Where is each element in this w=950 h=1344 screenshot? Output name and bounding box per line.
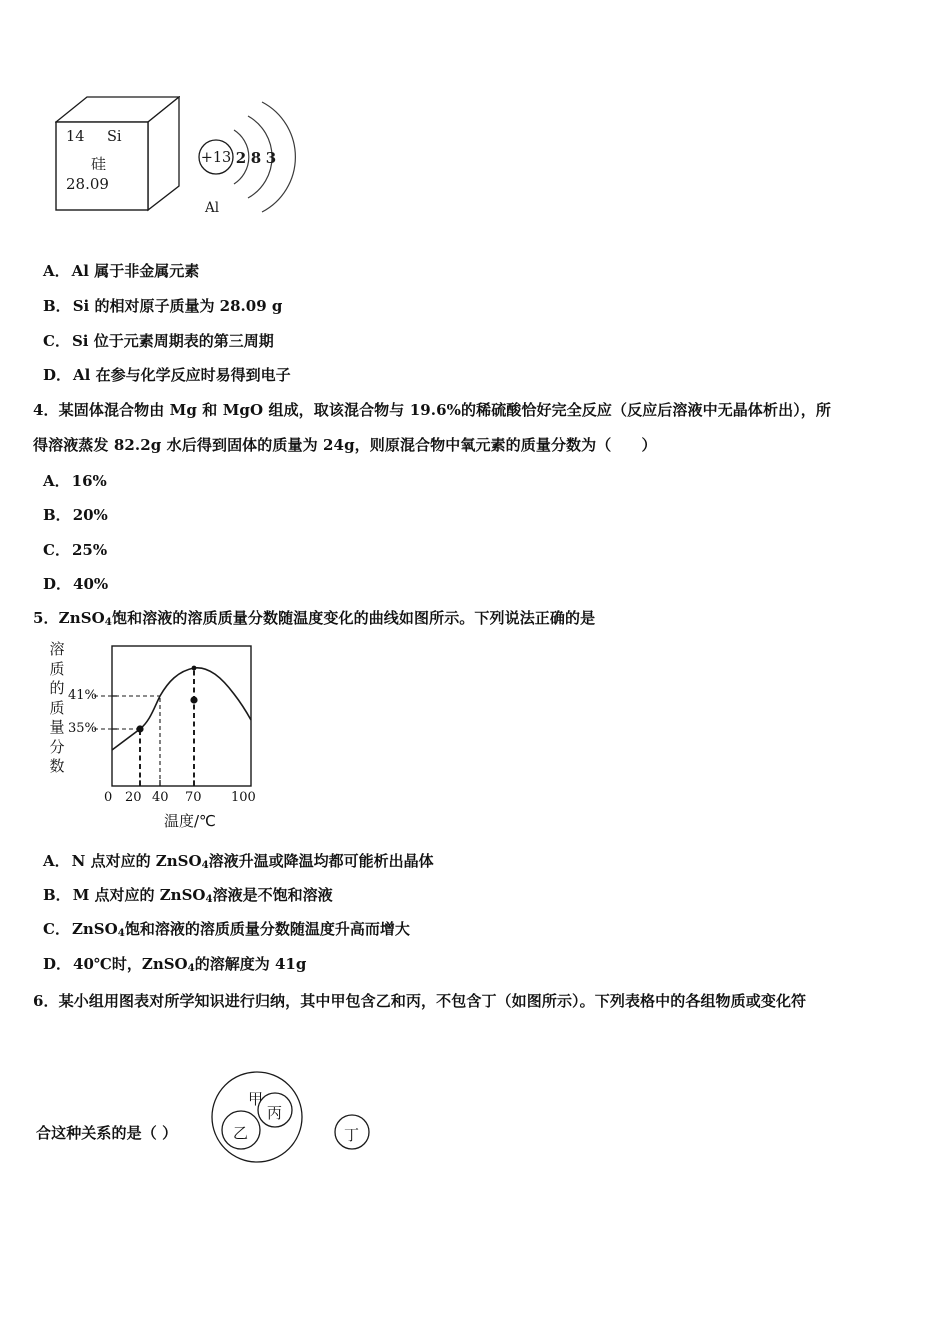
q5-option-c-letter: C．	[43, 920, 70, 938]
q4-stem-line-1-text: 某固体混合物由 Mg 和 MgO 组成，取该混合物与 19.6%的稀硫酸恰好完全反应（反应后溶液中无晶体析出），所	[58, 401, 831, 419]
q4-option-d-letter: D．	[43, 575, 72, 593]
q3-option-b-text: Si 的相对原子质量为 28.09 g	[72, 297, 283, 315]
q3-option-c[interactable]	[43, 330, 274, 351]
q4-option-b-letter: B．	[43, 506, 71, 524]
q3-option-a-letter: A．	[43, 262, 70, 280]
q6-number: 6．	[33, 992, 59, 1010]
ylabel-char-0: 溶	[49, 640, 65, 658]
chart-x-axis-label: 温度/℃	[164, 812, 216, 830]
cube-outline-svg	[55, 96, 180, 214]
q3-option-a[interactable]	[43, 260, 199, 281]
q5-option-a-post: 溶液升温或降温均都可能析出晶体	[208, 852, 434, 870]
q5-stem	[33, 607, 595, 628]
q5-option-a-sub: 4	[201, 859, 209, 872]
q6-stem-line-2: 合这种关系的是（ ）	[36, 1124, 178, 1142]
element-atomic-number: 14	[66, 129, 85, 145]
q3-option-b[interactable]	[43, 295, 282, 316]
q5-option-c-sub: 4	[117, 927, 125, 940]
venn-diagram-figure	[205, 1062, 385, 1172]
chart-x-tick-0: 0	[104, 790, 113, 805]
element-atomic-mass: 28.09	[66, 175, 109, 193]
q5-option-a[interactable]	[43, 850, 434, 871]
atom-caption-al: Al	[205, 200, 220, 216]
q4-option-c-letter: C．	[43, 541, 70, 559]
q4-stem-line-1	[33, 399, 831, 420]
q3-option-d-text: Al 在参与化学反应时易得到电子	[73, 366, 291, 384]
venn-label-yi: 乙	[233, 1124, 249, 1142]
shell-2-electron-count: 8	[250, 149, 262, 167]
q4-option-c-text: 25%	[71, 541, 108, 559]
q5-option-d[interactable]	[43, 953, 306, 974]
q5-formula-sub: 4	[104, 616, 112, 629]
venn-circles-svg	[205, 1062, 385, 1172]
chart-x-tick-40: 40	[152, 790, 169, 805]
q5-option-b-pre: M 点对应的 ZnSO	[72, 886, 206, 904]
q3-option-d-letter: D．	[43, 366, 72, 384]
venn-label-ding: 丁	[344, 1126, 360, 1144]
q5-option-b[interactable]	[43, 884, 333, 905]
q4-stem-line-2: 得溶液蒸发 82.2g 水后得到固体的质量为 24g，则原混合物中氧元素的质量分数为（ ）	[33, 436, 657, 454]
chart-marker-n	[190, 696, 197, 703]
q5-option-c[interactable]	[43, 918, 410, 939]
chart-marker-m	[136, 725, 143, 732]
element-chinese-name: 硅	[91, 155, 107, 173]
venn-label-jia: 甲	[248, 1090, 264, 1108]
chart-plot-border	[112, 646, 251, 786]
q3-option-b-letter: B．	[43, 297, 71, 315]
q5-option-a-pre: N 点对应的 ZnSO	[71, 852, 202, 870]
aluminium-atom-structure-figure	[190, 100, 310, 220]
q5-stem-text: 饱和溶液的溶质质量分数随温度变化的曲线如图所示。下列说法正确的是	[112, 609, 596, 627]
q5-number: 5．	[33, 609, 59, 627]
chart-y-tick-35: 35%	[68, 721, 97, 736]
q5-option-b-sub: 4	[205, 893, 213, 906]
chart-marker-peak	[192, 666, 197, 671]
q3-option-c-text: Si 位于元素周期表的第三周期	[71, 332, 274, 350]
q5-option-c-pre: ZnSO	[71, 920, 118, 938]
q4-option-d[interactable]	[43, 573, 108, 594]
q4-option-b[interactable]	[43, 504, 108, 525]
q3-option-a-text: Al 属于非金属元素	[71, 262, 200, 280]
chart-x-tick-70: 70	[185, 790, 202, 805]
q3-option-c-letter: C．	[43, 332, 70, 350]
silicon-element-card-figure	[55, 96, 180, 214]
q4-option-c[interactable]	[43, 539, 107, 560]
q5-option-a-letter: A．	[43, 852, 70, 870]
q4-option-d-text: 40%	[73, 575, 109, 593]
q3-option-d[interactable]	[43, 364, 291, 385]
q5-option-b-post: 溶液是不饱和溶液	[212, 886, 333, 904]
shell-3-electron-count: 3	[265, 149, 277, 167]
ylabel-char-2: 的	[49, 679, 65, 697]
q4-option-a[interactable]	[43, 470, 107, 491]
ylabel-char-5: 分	[49, 737, 65, 756]
ylabel-char-1: 质	[49, 659, 65, 678]
q6-stem-line-1-text: 某小组用图表对所学知识进行归纳，其中甲包含乙和丙，不包含丁（如图所示）。下列表格中的各组物质或变化符	[58, 992, 807, 1010]
q4-option-a-letter: A．	[43, 472, 70, 490]
chart-x-tick-20: 20	[125, 790, 142, 805]
ylabel-char-4: 量	[49, 718, 65, 736]
shell-1-electron-count: 2	[235, 149, 247, 167]
q5-option-b-letter: B．	[43, 886, 71, 904]
venn-label-bing: 丙	[267, 1104, 283, 1122]
q4-option-a-text: 16%	[71, 472, 107, 490]
q4-option-b-text: 20%	[72, 506, 108, 524]
q5-formula-pre: ZnSO	[58, 609, 105, 627]
nucleus-charge-text: +13	[200, 150, 232, 166]
q4-number: 4．	[33, 401, 59, 419]
solubility-curve-chart	[46, 638, 276, 838]
ylabel-char-3: 质	[49, 698, 65, 717]
chart-plot-svg	[46, 638, 276, 838]
element-symbol: Si	[107, 129, 122, 145]
chart-y-tick-41: 41%	[68, 688, 97, 703]
q5-option-d-letter: D．	[43, 955, 72, 973]
q5-option-d-sub: 4	[187, 962, 195, 975]
q6-stem-line-1	[33, 990, 806, 1011]
q5-option-d-post: 的溶解度为 41g	[194, 955, 307, 973]
q5-option-d-pre: 40℃时，ZnSO	[73, 955, 188, 973]
chart-x-tick-100: 100	[231, 790, 256, 805]
ylabel-char-6: 数	[49, 757, 65, 775]
q5-option-c-post: 饱和溶液的溶质质量分数随温度升高而增大	[124, 920, 410, 938]
